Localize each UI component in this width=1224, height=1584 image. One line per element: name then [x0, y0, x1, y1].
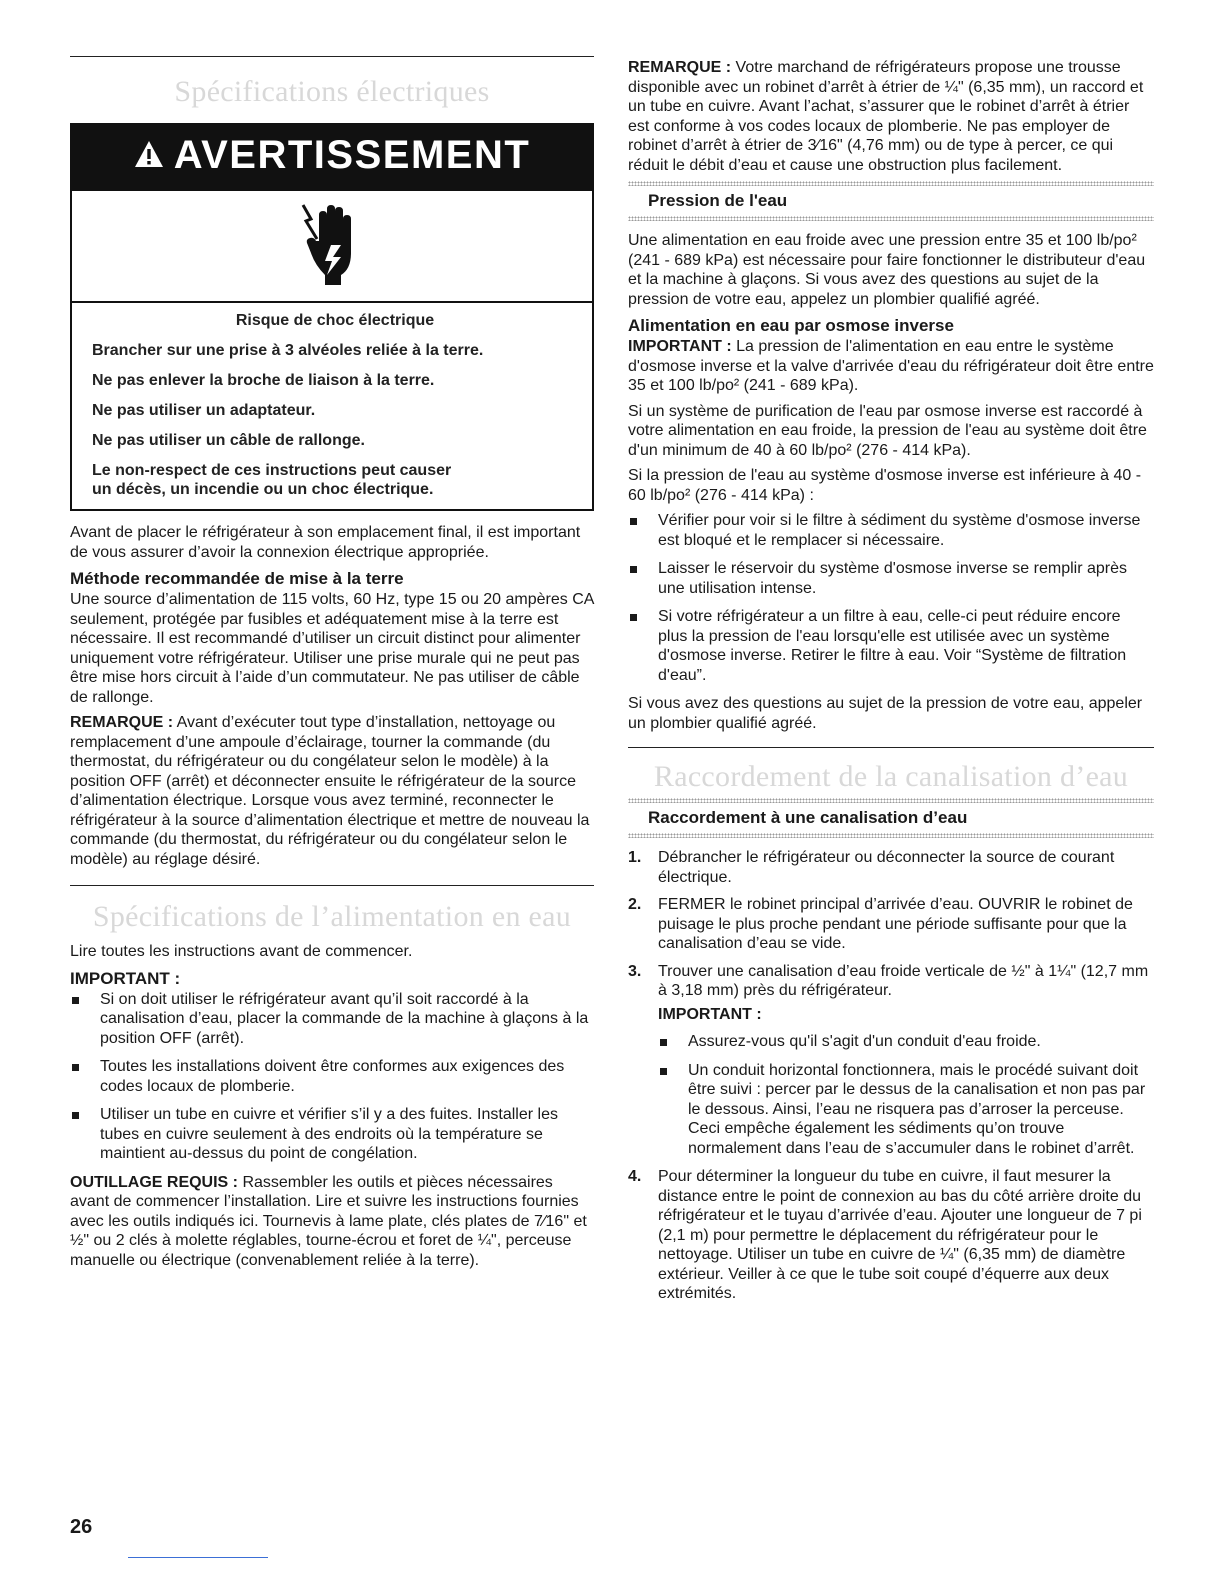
section-title-electrical: Spécifications électriques — [174, 75, 490, 108]
top-rule-left — [70, 56, 594, 57]
connection-heading: Raccordement à une canalisation d’eau — [648, 808, 968, 827]
step-number: 4. — [628, 1168, 642, 1185]
step3-bullets — [658, 1032, 1154, 1158]
warning-box — [70, 123, 594, 511]
footer-line — [128, 1557, 268, 1558]
step-text: Trouver une canalisation d’eau froide verticale de ½" à 1¼" (12,7 mm à 3,18 mm) près du réfrigérateur. — [658, 962, 1149, 999]
ro-important — [628, 337, 1154, 396]
dotted-rule — [628, 833, 1154, 838]
electrical-note — [70, 713, 594, 869]
warning-triangle-icon — [134, 133, 164, 177]
list-item: Assurez-vous qu'il s'agit d'un conduit d'eau froide. — [658, 1032, 1154, 1052]
connection-steps — [628, 848, 1154, 1304]
note-text: Avant d’exécuter tout type d’installation, nettoyage ou remplacement d’une ampoule d’éclairage, tourner la commande (du thermostat, du réfrigérateur ou du congélateur selon le modèle) à la position OFF (arrêt) et déconnecter ensuite le réfrigérateur de la source d’alimentation électrique. Lorsque vous avez terminé, reconnecter le réfrigérateur à la source d’alimentation électrique et mettre de nouveau la commande (du thermostat, du réfrigérateur ou du congélateur selon le modèle) au réglage désiré. — [70, 714, 590, 868]
ro-important-text: La pression de l'alimentation en eau entre le système d'osmose inverse et la valve d'arrivée d'eau du réfrigérateur doit être entre 35 et 100 lb/po² (241 - 689 kPa). — [628, 338, 1154, 394]
section-rule-connection — [628, 747, 1154, 748]
note-label: REMARQUE : — [628, 59, 732, 76]
section-rule-water — [70, 885, 594, 886]
tools-label: OUTILLAGE REQUIS : — [70, 1173, 238, 1191]
list-item — [628, 962, 1154, 1159]
warning-body — [72, 303, 592, 509]
note-label: REMARQUE : — [70, 714, 174, 731]
step-text: Pour déterminer la longueur du tube en cuivre, il faut mesurer la distance entre le point de connexion au bas du côté arrière droite du réfrigérateur et le tuyau d’arrivée d’eau. Ajouter une longueur de 7 pi (2,1 m) pour permettre le déplacement du réfrigérateur pour le nettoyage. Utiliser un tube en cuivre de ¼" (6,35 mm) de diamètre extérieur. Veiller à ce que le tube soit coupé d’équerre aux deux extrémités. — [658, 1168, 1142, 1302]
dotted-rule — [628, 216, 1154, 221]
step-text: Débrancher le réfrigérateur ou déconnecter la source de courant électrique. — [658, 849, 1115, 886]
right-column — [628, 58, 1154, 1312]
electric-shock-hand-icon — [72, 191, 592, 303]
warning-line: Ne pas utiliser un adaptateur. — [92, 402, 316, 419]
list-item — [628, 895, 1154, 954]
important-label: IMPORTANT : — [70, 968, 181, 988]
step-number: 1. — [628, 849, 642, 866]
ro-paragraph: Si vous avez des questions au sujet de la pression de votre eau, appeler un plombier qualifié agréé. — [628, 695, 1143, 732]
warning-line: Ne pas utiliser un câble de rallonge. — [92, 432, 365, 449]
electrical-intro: Avant de placer le réfrigérateur à son emplacement final, il est important de vous assurer d’avoir la connexion électrique appropriée. — [70, 524, 581, 561]
pressure-heading-bar — [628, 181, 1154, 221]
section-title-connection: Raccordement de la canalisation d’eau — [653, 760, 1129, 793]
pressure-heading: Pression de l'eau — [648, 191, 788, 210]
water-bullets — [70, 990, 594, 1164]
list-item: Si on doit utiliser le réfrigérateur avant qu’il soit raccordé à la canalisation d’eau, placer la commande de la machine à glaçons à la position OFF (arrêt). — [70, 990, 594, 1049]
kit-note — [628, 58, 1154, 175]
dotted-rule — [628, 181, 1154, 186]
water-intro: Lire toutes les instructions avant de commencer. — [70, 943, 413, 960]
ro-heading: Alimentation en eau par osmose inverse — [628, 316, 954, 335]
list-item — [628, 848, 1154, 887]
tools-required — [70, 1173, 594, 1271]
step-text: FERMER le robinet principal d’arrivée d’eau. OUVRIR le robinet de puisage le plus proche pendant une période suffisante pour que la canalisation d’eau se vide. — [658, 896, 1133, 952]
grounding-heading: Méthode recommandée de mise à la terre — [70, 569, 404, 588]
list-item: Toutes les installations doivent être conformes aux exigences des codes locaux de plomberie. — [70, 1057, 594, 1096]
note-text: Votre marchand de réfrigérateurs propose une trousse disponible avec un robinet d’arrêt à étrier de ¼" (6,35 mm), un raccord et un tube en cuivre. Avant l’achat, s’assurer que le robinet d’arrêt à étrier est conforme à vos codes locaux de plomberie. Ne pas employer de robinet d’arrêt à étrier de 3⁄16" (4,76 mm) ou de type à percer, ce qui réduit le débit d’eau et cause une obstruction plus facilement. — [628, 59, 1144, 174]
connection-heading-bar — [628, 798, 1154, 838]
warning-line: Brancher sur une prise à 3 alvéoles reliée à la terre. — [92, 342, 484, 359]
warning-heading-text: AVERTISSEMENT — [173, 133, 531, 177]
page-number: 26 — [70, 1516, 93, 1538]
ro-bullets — [628, 511, 1154, 685]
list-item: Utiliser un tube en cuivre et vérifier s’il y a des fuites. Installer les tubes en cuivre seulement à des endroits où la température se maintient au-dessus du point de congélation. — [70, 1105, 594, 1164]
warning-heading — [72, 125, 592, 191]
list-item: Un conduit horizontal fonctionnera, mais le procédé suivant doit être suivi : percer par le dessus de la canalisation et non pas par le dessous. Ainsi, l’eau ne risquera pas d’arroser la perceuse. Ceci empêche également les sédiments qu’on trouve normalement dans l’eau de s’accumuler dans le robinet d’arrêt. — [658, 1061, 1154, 1159]
list-item: Vérifier pour voir si le filtre à sédiment du système d'osmose inverse est bloqué et le remplacer si nécessaire. — [628, 511, 1154, 550]
step3-important-label: IMPORTANT : — [658, 1005, 762, 1023]
important-label: IMPORTANT : — [628, 338, 732, 355]
warning-line: Le non-respect de ces instructions peut causer — [92, 462, 452, 479]
left-column — [70, 56, 594, 1276]
grounding-text: Une source d’alimentation de 115 volts, 60 Hz, type 15 ou 20 ampères CA seulement, protégée par fusibles et adéquatement mise à la terre est nécessaire. Il est recommandé d’utiliser un circuit distinct pour alimenter uniquement votre réfrigérateur. Utiliser une prise murale qui ne peut pas être mise hors circuit à l’aide d’un commutateur. Ne pas utiliser de câble de rallonge. — [70, 591, 594, 706]
warning-line: Risque de choc électrique — [235, 312, 435, 329]
warning-line: un décès, un incendie ou un choc électrique. — [92, 481, 434, 498]
ro-paragraph: Si un système de purification de l'eau par osmose inverse est raccordé à votre alimentation en eau froide, la pression de l'eau au système doit être d'un minimum de 40 à 60 lb/po² (276 - 414 kPa). — [628, 402, 1147, 459]
pressure-text: Une alimentation en eau froide avec une pression entre 35 et 100 lb/po² (241 - 689 kPa) est nécessaire pour faire fonctionner le distributeur d'eau et la machine à glaçons. Si vous avez des questions au sujet de la pression de votre eau, appelez un plombier qualifié agréé. — [628, 232, 1146, 308]
dotted-rule — [628, 798, 1154, 803]
step-number: 3. — [628, 962, 642, 980]
warning-line: Ne pas enlever la broche de liaison à la terre. — [92, 372, 435, 389]
list-item: Laisser le réservoir du système d'osmose inverse se remplir après une utilisation intense. — [628, 559, 1154, 598]
section-title-water: Spécifications de l’alimentation en eau — [92, 900, 572, 933]
ro-paragraph: Si la pression de l'eau au système d'osmose inverse est inférieure à 40 - 60 lb/po² (276 - 414 kPa) : — [628, 467, 1142, 504]
list-item — [628, 1167, 1154, 1304]
step-number: 2. — [628, 896, 642, 913]
tools-text: Rassembler les outils et pièces nécessaires avant de commencer l’installation. Lire et suivre les instructions fournies avec les outils indiqués ici. Tournevis à lame plate, clés plates de 7⁄16" et ½" ou 2 clés à molette réglables, tourne-écrou et foret de ¼", perceuse manuelle ou électrique (convenablement reliée à la terre). — [70, 1173, 587, 1269]
list-item: Si votre réfrigérateur a un filtre à eau, celle-ci peut réduire encore plus la pression de l'eau lorsqu'elle est utilisée avec un système d'osmose inverse. Retirer le filtre à eau. Voir “Système de filtration d'eau”. — [628, 607, 1154, 685]
